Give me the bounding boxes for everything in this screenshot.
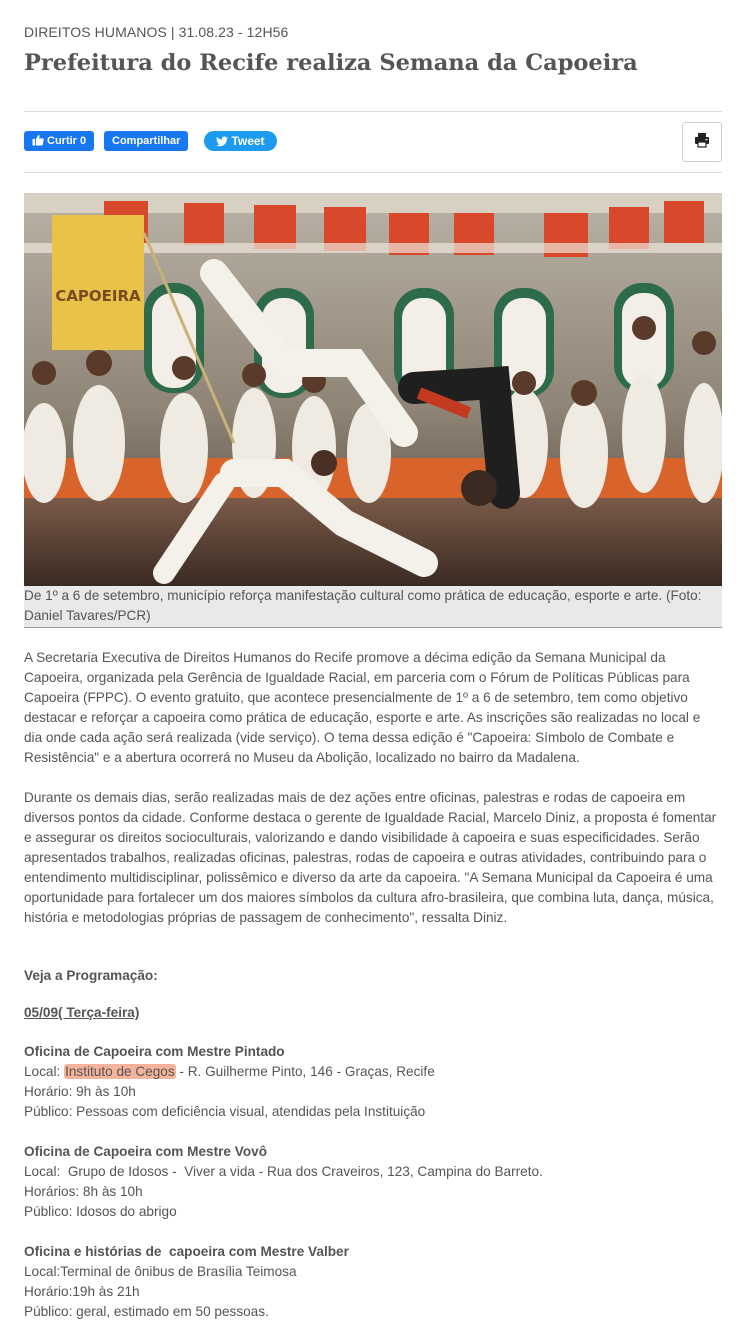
event-publico: Público: geral, estimado em 50 pessoas.: [24, 1304, 269, 1319]
print-button[interactable]: [682, 122, 722, 162]
event-local: Local: Instituto de Cegos - R. Guilherme Pinto, 146 - Graças, Recife: [24, 1064, 435, 1079]
tweet-button[interactable]: [204, 131, 277, 151]
twitter-bird-icon: [216, 133, 228, 153]
tweet-label: Tweet: [231, 134, 265, 148]
event-horario: Horário:19h às 21h: [24, 1284, 140, 1299]
event-local: Local: Grupo de Idosos - Viver a vida - Rua dos Craveiros, 123, Campina do Barreto.: [24, 1164, 543, 1179]
article-body: [24, 648, 722, 928]
event-2: [24, 1142, 543, 1222]
programacao-day: 05/09( Terça-feira): [24, 1005, 140, 1020]
event-horario: Horário: 9h às 10h: [24, 1084, 136, 1099]
article-paragraph-1: A Secretaria Executiva de Direitos Humanos do Recife promove a décima edição da Semana Municipal da Capoeira, organizada pela Gerência de Igualdade Racial, em parceria com o Fórum de Políticas Públicas para Capoeira (FPPC). O evento gratuito, que acontece presencialmente de 1º a 6 de setembro, tem como objetivo destacar e reforçar a capoeira como prática de educação, esporte e arte. As inscrições são realizadas no local e dia onde cada ação será realizada (vide serviço). O tema dessa edição é "Capoeira: Símbolo de Combate e Resistência" e a abertura ocorrerá no Museu da Abolição, localizado no bairro da Madalena.: [24, 650, 701, 765]
printer-icon: [694, 132, 710, 153]
event-horario: Horários: 8h às 10h: [24, 1184, 143, 1199]
article-meta: DIREITOS HUMANOS | 31.08.23 - 12H56: [24, 24, 289, 40]
like-label: Curtir 0: [47, 135, 87, 147]
event-3: [24, 1242, 349, 1322]
facebook-share-button[interactable]: Compartilhar: [104, 131, 188, 151]
event-1: [24, 1042, 435, 1122]
facebook-like-button[interactable]: [24, 131, 94, 151]
page-title: Prefeitura do Recife realiza Semana da Capoeira: [24, 50, 638, 76]
highlighted-location: Instituto de Cegos: [65, 1064, 175, 1079]
article-photo: [24, 193, 722, 586]
event-title: Oficina de Capoeira com Mestre Vovô: [24, 1144, 267, 1159]
thumbs-up-icon: [32, 133, 44, 153]
banner-text: CAPOEIRA: [55, 287, 141, 305]
event-publico: Público: Pessoas com deficiência visual, atendidas pela Instituição: [24, 1104, 426, 1119]
event-title: Oficina e histórias de capoeira com Mestre Valber: [24, 1244, 349, 1259]
event-title: Oficina de Capoeira com Mestre Pintado: [24, 1044, 285, 1059]
event-local: Local:Terminal de ônibus de Brasília Teimosa: [24, 1264, 297, 1279]
divider-bottom: [24, 172, 722, 173]
divider-top: [24, 111, 722, 112]
article-paragraph-2: Durante os demais dias, serão realizadas mais de dez ações entre oficinas, palestras e rodas de capoeira em diversos pontos da cidade. Conforme destaca o gerente de Igualdade Racial, Marcelo Diniz, a proposta é fomentar e assegurar os direitos socioculturais, valorizando e dando visibilidade à capoeira e suas especificidades. Serão apresentados trabalhos, realizadas oficinas, palestras, rodas de capoeira e outras atividades, contribuindo para o entendimento multidisciplinar, polissêmico e diverso da arte da capoeira. "A Semana Municipal da Capoeira é uma oportunidade para fortalecer um dos maiores símbolos da cultura afro-brasileira, que combina luta, dança, música, história e metodologias próprias de passagem de conhecimento", ressalta Diniz.: [24, 790, 717, 925]
photo-caption: De 1º a 6 de setembro, município reforça manifestação cultural como prática de educação, esporte e arte. (Foto: Daniel Tavares/PCR): [24, 586, 722, 628]
programacao-heading: Veja a Programação:: [24, 968, 158, 983]
event-publico: Público: Idosos do abrigo: [24, 1204, 177, 1219]
